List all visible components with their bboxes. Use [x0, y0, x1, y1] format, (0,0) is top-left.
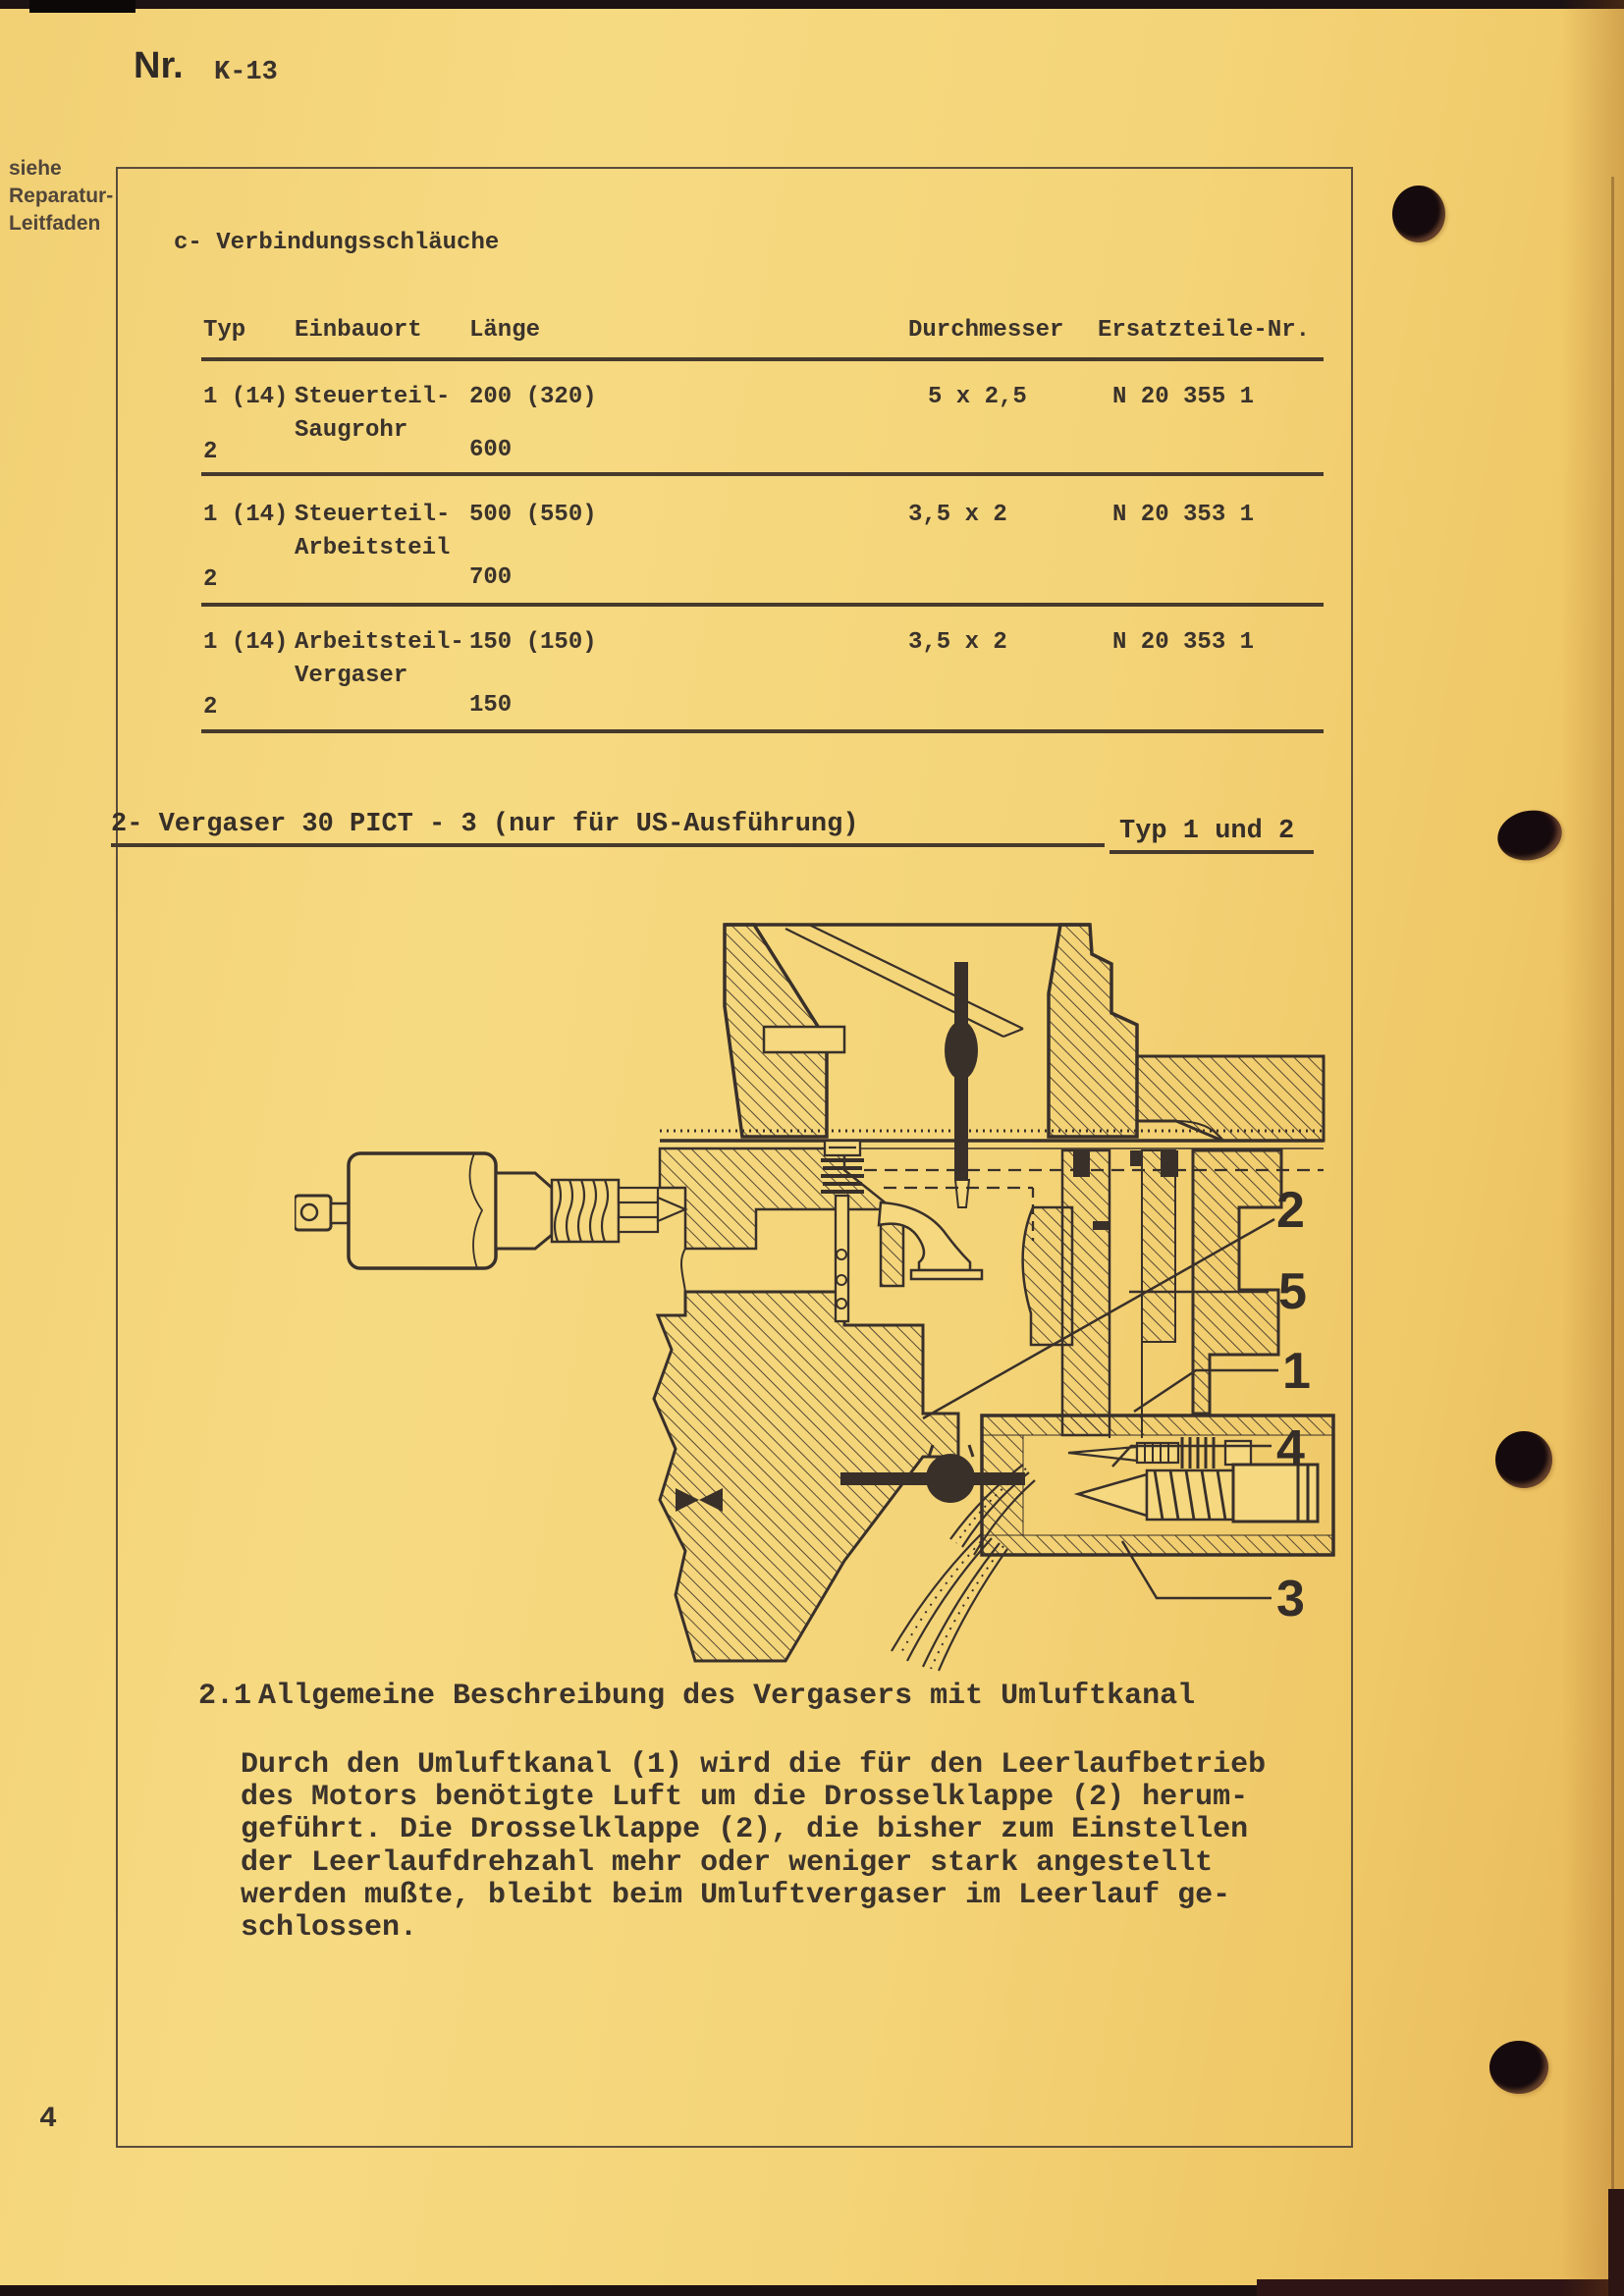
hole-punch	[1489, 2041, 1548, 2094]
type-label-underline	[1110, 850, 1314, 854]
margin-note-line: siehe	[9, 157, 62, 180]
page-corner-shadow	[1608, 2189, 1624, 2296]
callout-4: 4	[1276, 1420, 1305, 1477]
carburetor-body	[654, 1148, 982, 1661]
table-cell: 150 (150)	[469, 629, 597, 656]
page-edge-line	[1611, 177, 1614, 2277]
hole-punch	[1495, 1431, 1552, 1488]
table-cell: N 20 353 1	[1112, 502, 1255, 528]
table-cell: 150	[469, 692, 513, 719]
table-cell: 2	[203, 566, 218, 593]
scan-top-bar-left	[29, 0, 135, 13]
table-cell: Vergaser	[295, 663, 408, 689]
body-line: geführt. Die Drosselklappe (2), die bisher zum Einstellen	[241, 1813, 1249, 1847]
table-cell: 1 (14)	[203, 629, 289, 656]
table-cell: N 20 353 1	[1112, 629, 1255, 656]
table-cell: Arbeitsteil-	[295, 629, 464, 656]
table-rule	[201, 603, 1324, 607]
margin-note-line: Reparatur-	[9, 185, 114, 207]
subsection-number: 2.1	[198, 1680, 252, 1713]
callout-3: 3	[1276, 1571, 1305, 1628]
table-cell: Steuerteil-	[295, 502, 451, 528]
table-cell: Steuerteil-	[295, 384, 451, 410]
table-cell: 1 (14)	[203, 384, 289, 410]
hole-punch	[1493, 805, 1567, 867]
body-line: der Leerlaufdrehzahl mehr oder weniger stark angestellt	[241, 1845, 1214, 1880]
table-cell: 600	[469, 437, 513, 463]
margin-note-line: Leitfaden	[9, 212, 101, 235]
section-heading: 2- Vergaser 30 PICT - 3 (nur für US-Ausführung)	[111, 810, 859, 839]
page-right-edge-shadow	[1561, 0, 1624, 2296]
col-header-laenge: Länge	[469, 317, 541, 344]
callout-5: 5	[1278, 1263, 1307, 1320]
table-rule	[201, 472, 1324, 476]
page-nr-label: Nr.	[134, 45, 184, 86]
col-header-durchmesser: Durchmesser	[908, 317, 1064, 344]
table-cell: 3,5 x 2	[908, 629, 1007, 656]
subsection-title: Allgemeine Beschreibung des Vergasers mit Umluftkanal	[258, 1680, 1196, 1713]
body-line: des Motors benötigte Luft um die Drosselklappe (2) herum-	[241, 1781, 1249, 1815]
table-cell: Arbeitsteil	[295, 535, 451, 561]
table-cell: 2	[203, 694, 218, 721]
table-cell: N 20 355 1	[1112, 384, 1255, 410]
hole-punch	[1392, 186, 1445, 242]
table-cell: 500 (550)	[469, 502, 597, 528]
scan-top-bar	[0, 0, 1624, 9]
table-cell: 2	[203, 439, 218, 465]
table-cell: 700	[469, 564, 513, 591]
body-line: schlossen.	[241, 1911, 418, 1946]
callout-numbers	[1276, 1182, 1311, 1628]
right-flange	[1137, 1056, 1324, 1141]
col-header-typ: Typ	[203, 317, 246, 344]
carburetor-cross-section	[295, 864, 1335, 1679]
idle-cutoff-valve	[295, 1153, 685, 1268]
bypass-channel	[1023, 1150, 1281, 1438]
body-line: Durch den Umluftkanal (1) wird die für den Leerlaufbetrieb	[241, 1748, 1267, 1782]
table-cell: 5 x 2,5	[928, 384, 1027, 410]
table-rule	[201, 357, 1324, 361]
subsection-body	[241, 1749, 1266, 1945]
section-type-label: Typ 1 und 2	[1119, 817, 1295, 846]
page-nr-value: K-13	[214, 58, 278, 87]
air-horn	[725, 925, 1137, 1137]
table-cell: 200 (320)	[469, 384, 597, 410]
hoses-heading: c- Verbindungsschläuche	[174, 230, 500, 256]
col-header-einbauort: Einbauort	[295, 317, 422, 344]
table-rule	[201, 729, 1324, 733]
section-heading-underline	[111, 843, 1105, 847]
carburetor-figure	[295, 864, 1335, 1679]
table-cell: 3,5 x 2	[908, 502, 1007, 528]
callout-2: 2	[1276, 1182, 1305, 1239]
callout-1: 1	[1282, 1343, 1311, 1400]
body-line: werden mußte, bleibt beim Umluftvergaser im Leerlauf ge-	[241, 1878, 1231, 1912]
margin-note	[9, 155, 117, 238]
page-number: 4	[39, 2103, 58, 2136]
table-cell: Saugrohr	[295, 417, 408, 444]
col-header-ersatzteile: Ersatzteile-Nr.	[1098, 317, 1311, 344]
table-cell: 1 (14)	[203, 502, 289, 528]
